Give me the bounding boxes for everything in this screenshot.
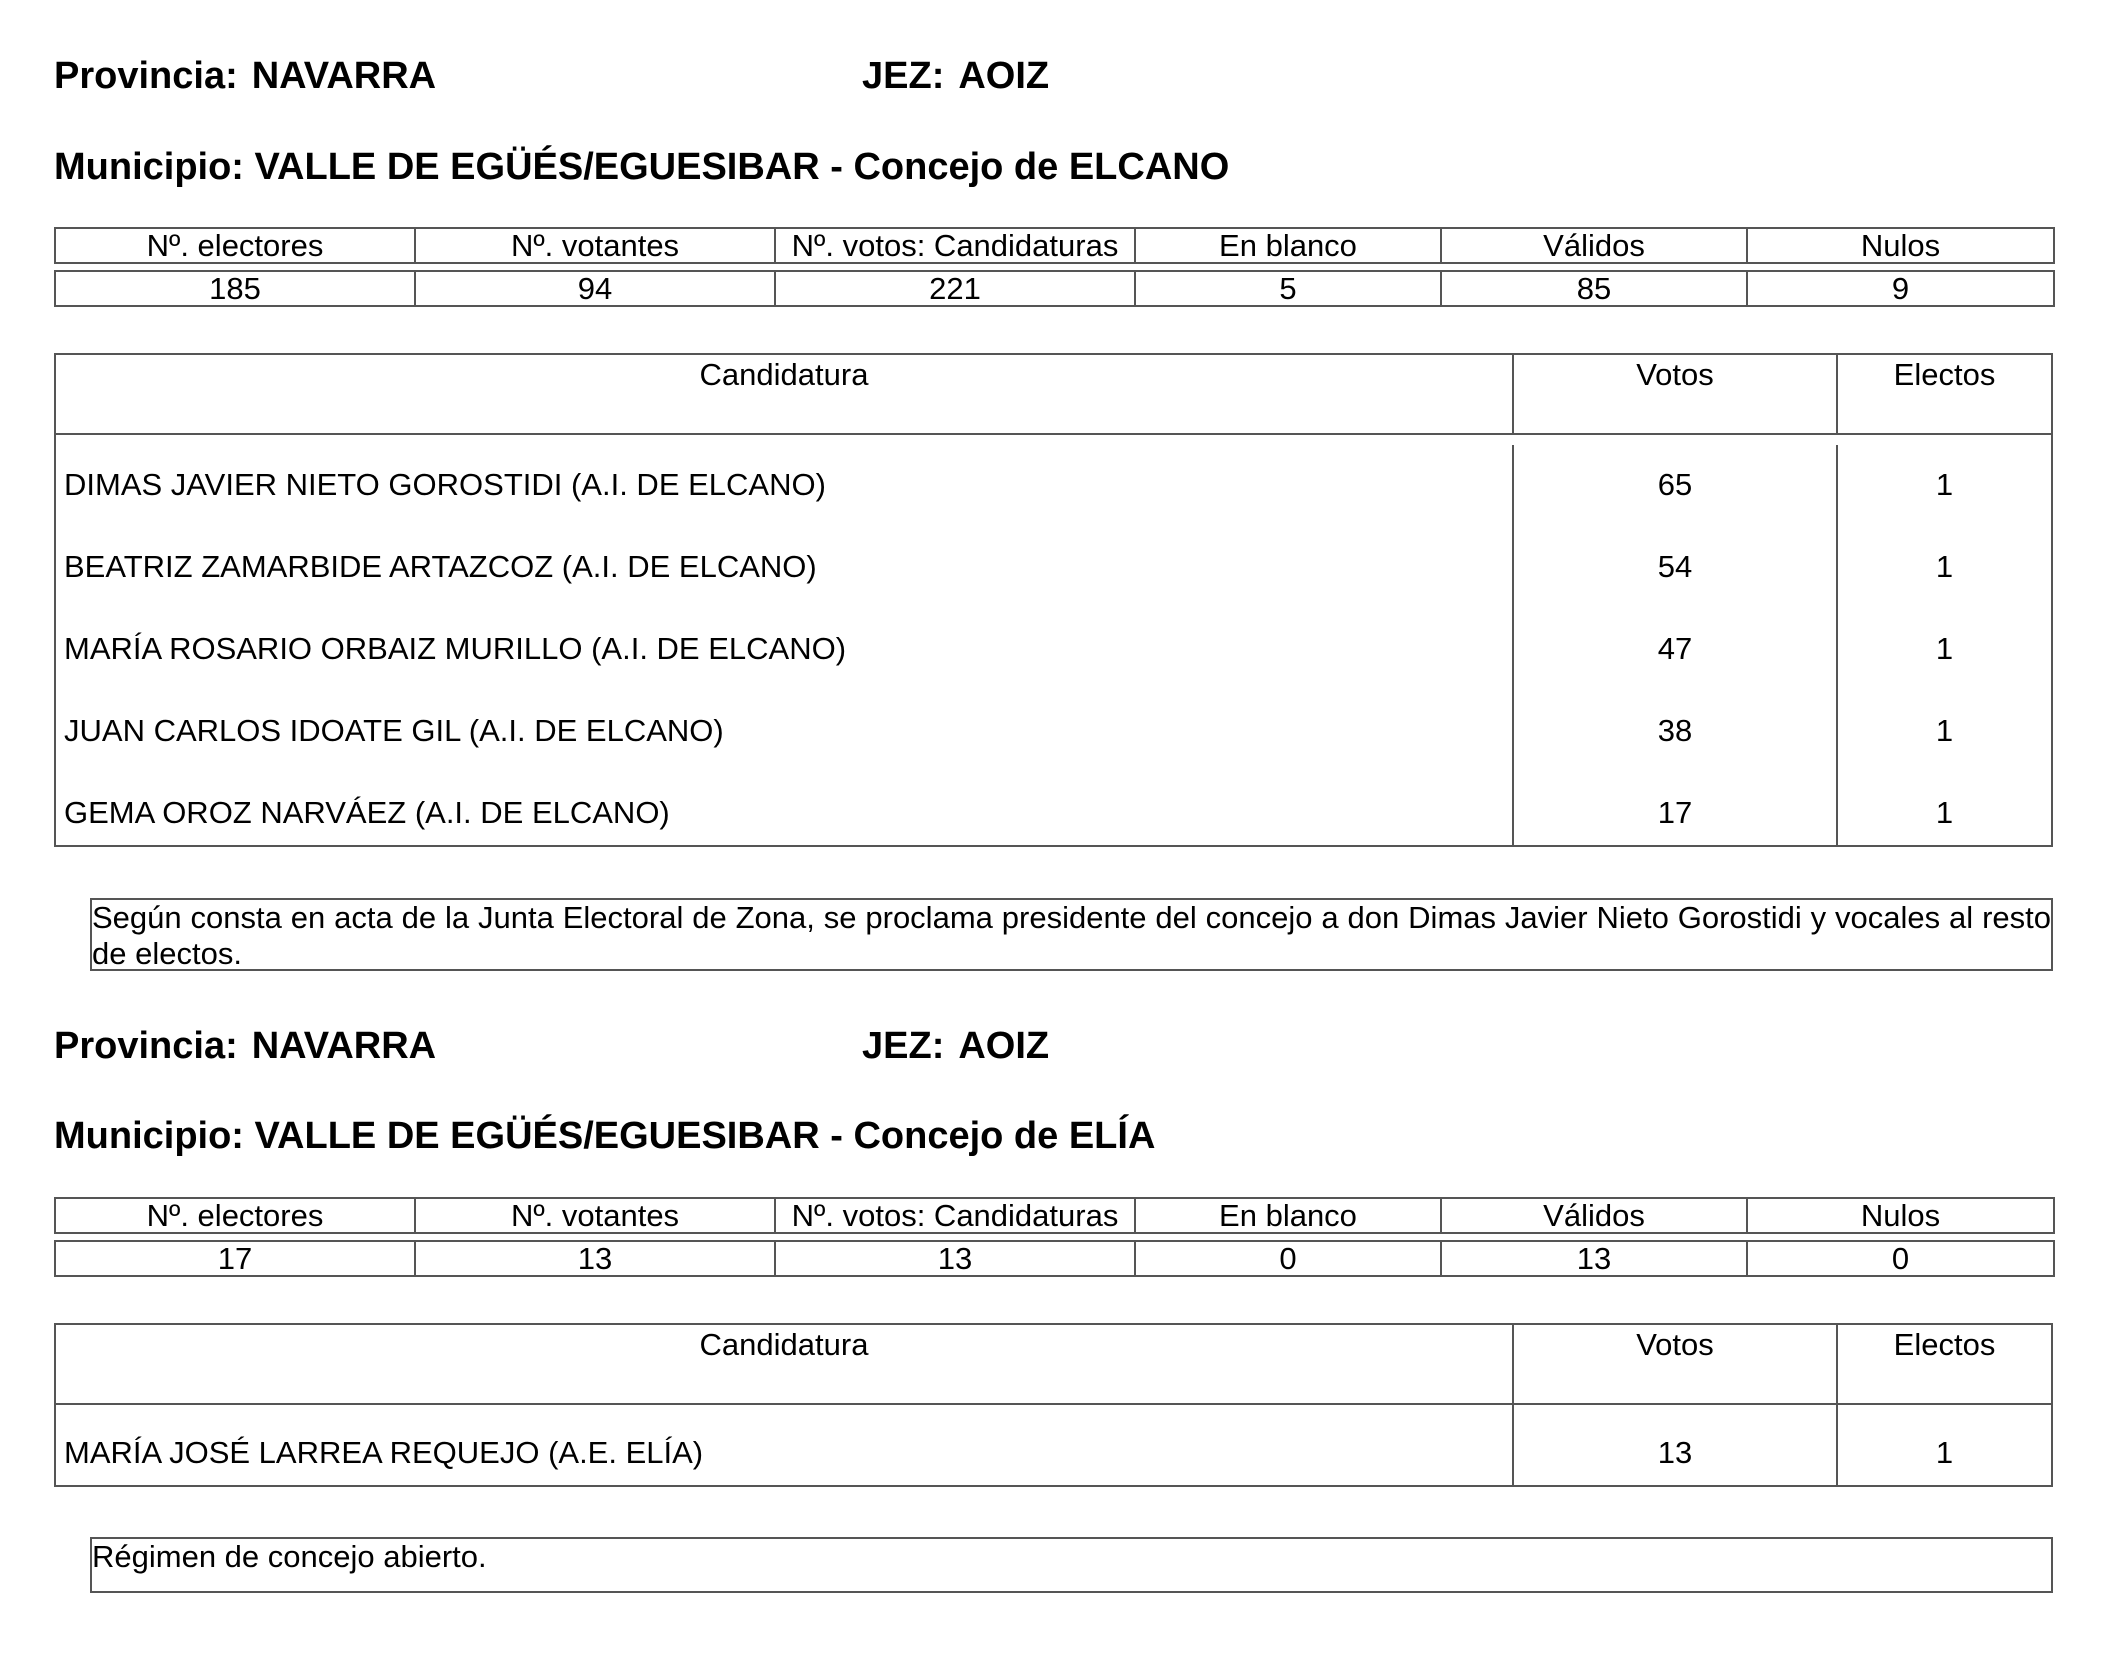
candidate-name: GEMA OROZ NARVÁEZ (A.I. DE ELCANO)	[56, 763, 1514, 845]
stats-value-en-blanco: 0	[1135, 1241, 1441, 1276]
stats-header-row	[55, 228, 2054, 263]
stats-value-electores: 185	[55, 271, 415, 306]
stats-header-votantes: Nº. votantes	[415, 1198, 775, 1233]
stats-value-en-blanco: 5	[1135, 271, 1441, 306]
candidates-header-electos: Electos	[1893, 1327, 1996, 1362]
municipio-value: VALLE DE EGÜÉS/EGUESIBAR - Concejo de ELÍA	[254, 1115, 1156, 1157]
stats-value-electores: 17	[55, 1241, 415, 1276]
stats-table	[54, 227, 2055, 307]
stats-header-en-blanco: En blanco	[1135, 1198, 1441, 1233]
regime-note: Régimen de concejo abierto.	[90, 1537, 2053, 1593]
candidate-electos: 1	[1935, 795, 1954, 830]
jez-label: JEZ:	[862, 55, 945, 97]
stats-value-votantes: 94	[415, 271, 775, 306]
stats-table	[54, 1197, 2055, 1277]
stats-value-nulos: 9	[1747, 271, 2054, 306]
candidate-row	[56, 1405, 2051, 1485]
stats-value-nulos: 0	[1747, 1241, 2054, 1276]
candidate-electos: 1	[1935, 1435, 1954, 1470]
stats-header-nulos: Nulos	[1747, 1198, 2054, 1233]
candidate-votos: 65	[1514, 445, 1838, 517]
candidate-votos: 54	[1514, 517, 1838, 599]
stats-value-votos-candidaturas: 13	[775, 1241, 1135, 1276]
candidate-name: JUAN CARLOS IDOATE GIL (A.I. DE ELCANO)	[56, 681, 1514, 763]
stats-header-row	[55, 1198, 2054, 1233]
candidates-header-candidatura: Candidatura	[56, 355, 1514, 433]
municipio-value: VALLE DE EGÜÉS/EGUESIBAR - Concejo de ELCANO	[254, 146, 1230, 188]
stats-header-validos: Válidos	[1441, 228, 1747, 263]
candidate-row	[56, 517, 2051, 599]
jez-value: AOIZ	[958, 1025, 1050, 1067]
candidates-header-electos: Electos	[1893, 357, 1996, 392]
stats-value-votantes: 13	[415, 1241, 775, 1276]
candidate-electos: 1	[1935, 631, 1954, 666]
candidate-row	[56, 681, 2051, 763]
provincia-label: Provincia:	[54, 55, 238, 97]
municipio-heading	[54, 145, 1229, 189]
candidate-row	[56, 599, 2051, 681]
stats-value-votos-candidaturas: 221	[775, 271, 1135, 306]
stats-header-electores: Nº. electores	[55, 1198, 415, 1233]
proclamation-note: Según consta en acta de la Junta Electoral de Zona, se proclama presidente del concejo a don Dimas Javier Nieto Gorostidi y vocales al resto de electos.	[92, 900, 2051, 971]
municipio-label: Municipio:	[54, 146, 244, 188]
candidates-table	[54, 353, 2053, 847]
candidate-name: MARÍA JOSÉ LARREA REQUEJO (A.E. ELÍA)	[56, 1405, 1514, 1485]
provincia-heading	[54, 1024, 436, 1068]
candidates-header-votos: Votos	[1514, 355, 1838, 433]
jez-heading	[862, 1024, 1049, 1068]
candidate-row	[56, 763, 2051, 845]
jez-value: AOIZ	[958, 55, 1050, 97]
candidates-table	[54, 1323, 2053, 1487]
candidate-votos: 47	[1514, 599, 1838, 681]
candidates-header-candidatura: Candidatura	[56, 1325, 1514, 1403]
candidate-name: BEATRIZ ZAMARBIDE ARTAZCOZ (A.I. DE ELCANO)	[56, 517, 1514, 599]
stats-header-electores: Nº. electores	[55, 228, 415, 263]
candidate-votos: 17	[1514, 763, 1838, 845]
stats-header-en-blanco: En blanco	[1135, 228, 1441, 263]
stats-header-nulos: Nulos	[1747, 228, 2054, 263]
candidate-electos: 1	[1935, 467, 1954, 502]
stats-header-validos: Válidos	[1441, 1198, 1747, 1233]
candidate-electos: 1	[1935, 549, 1954, 584]
stats-value-validos: 85	[1441, 271, 1747, 306]
municipio-label: Municipio:	[54, 1115, 244, 1157]
candidate-name: MARÍA ROSARIO ORBAIZ MURILLO (A.I. DE ELCANO)	[56, 599, 1514, 681]
stats-value-row	[55, 1241, 2054, 1276]
candidate-votos: 13	[1514, 1405, 1838, 1485]
stats-header-votantes: Nº. votantes	[415, 228, 775, 263]
candidates-header-votos: Votos	[1514, 1325, 1838, 1403]
jez-heading	[862, 54, 1049, 98]
provincia-value: NAVARRA	[251, 55, 437, 97]
stats-header-votos-candidaturas: Nº. votos: Candidaturas	[775, 1198, 1135, 1233]
candidates-header-row	[56, 355, 2051, 435]
candidates-header-row	[56, 1325, 2051, 1405]
provincia-label: Provincia:	[54, 1025, 238, 1067]
provincia-value: NAVARRA	[251, 1025, 437, 1067]
municipio-heading	[54, 1114, 1155, 1158]
candidate-row	[56, 445, 2051, 517]
provincia-heading	[54, 54, 436, 98]
stats-header-votos-candidaturas: Nº. votos: Candidaturas	[775, 228, 1135, 263]
stats-value-row	[55, 271, 2054, 306]
candidate-name: DIMAS JAVIER NIETO GOROSTIDI (A.I. DE ELCANO)	[56, 445, 1514, 517]
stats-value-validos: 13	[1441, 1241, 1747, 1276]
jez-label: JEZ:	[862, 1025, 945, 1067]
candidate-electos: 1	[1935, 713, 1954, 748]
candidate-votos: 38	[1514, 681, 1838, 763]
